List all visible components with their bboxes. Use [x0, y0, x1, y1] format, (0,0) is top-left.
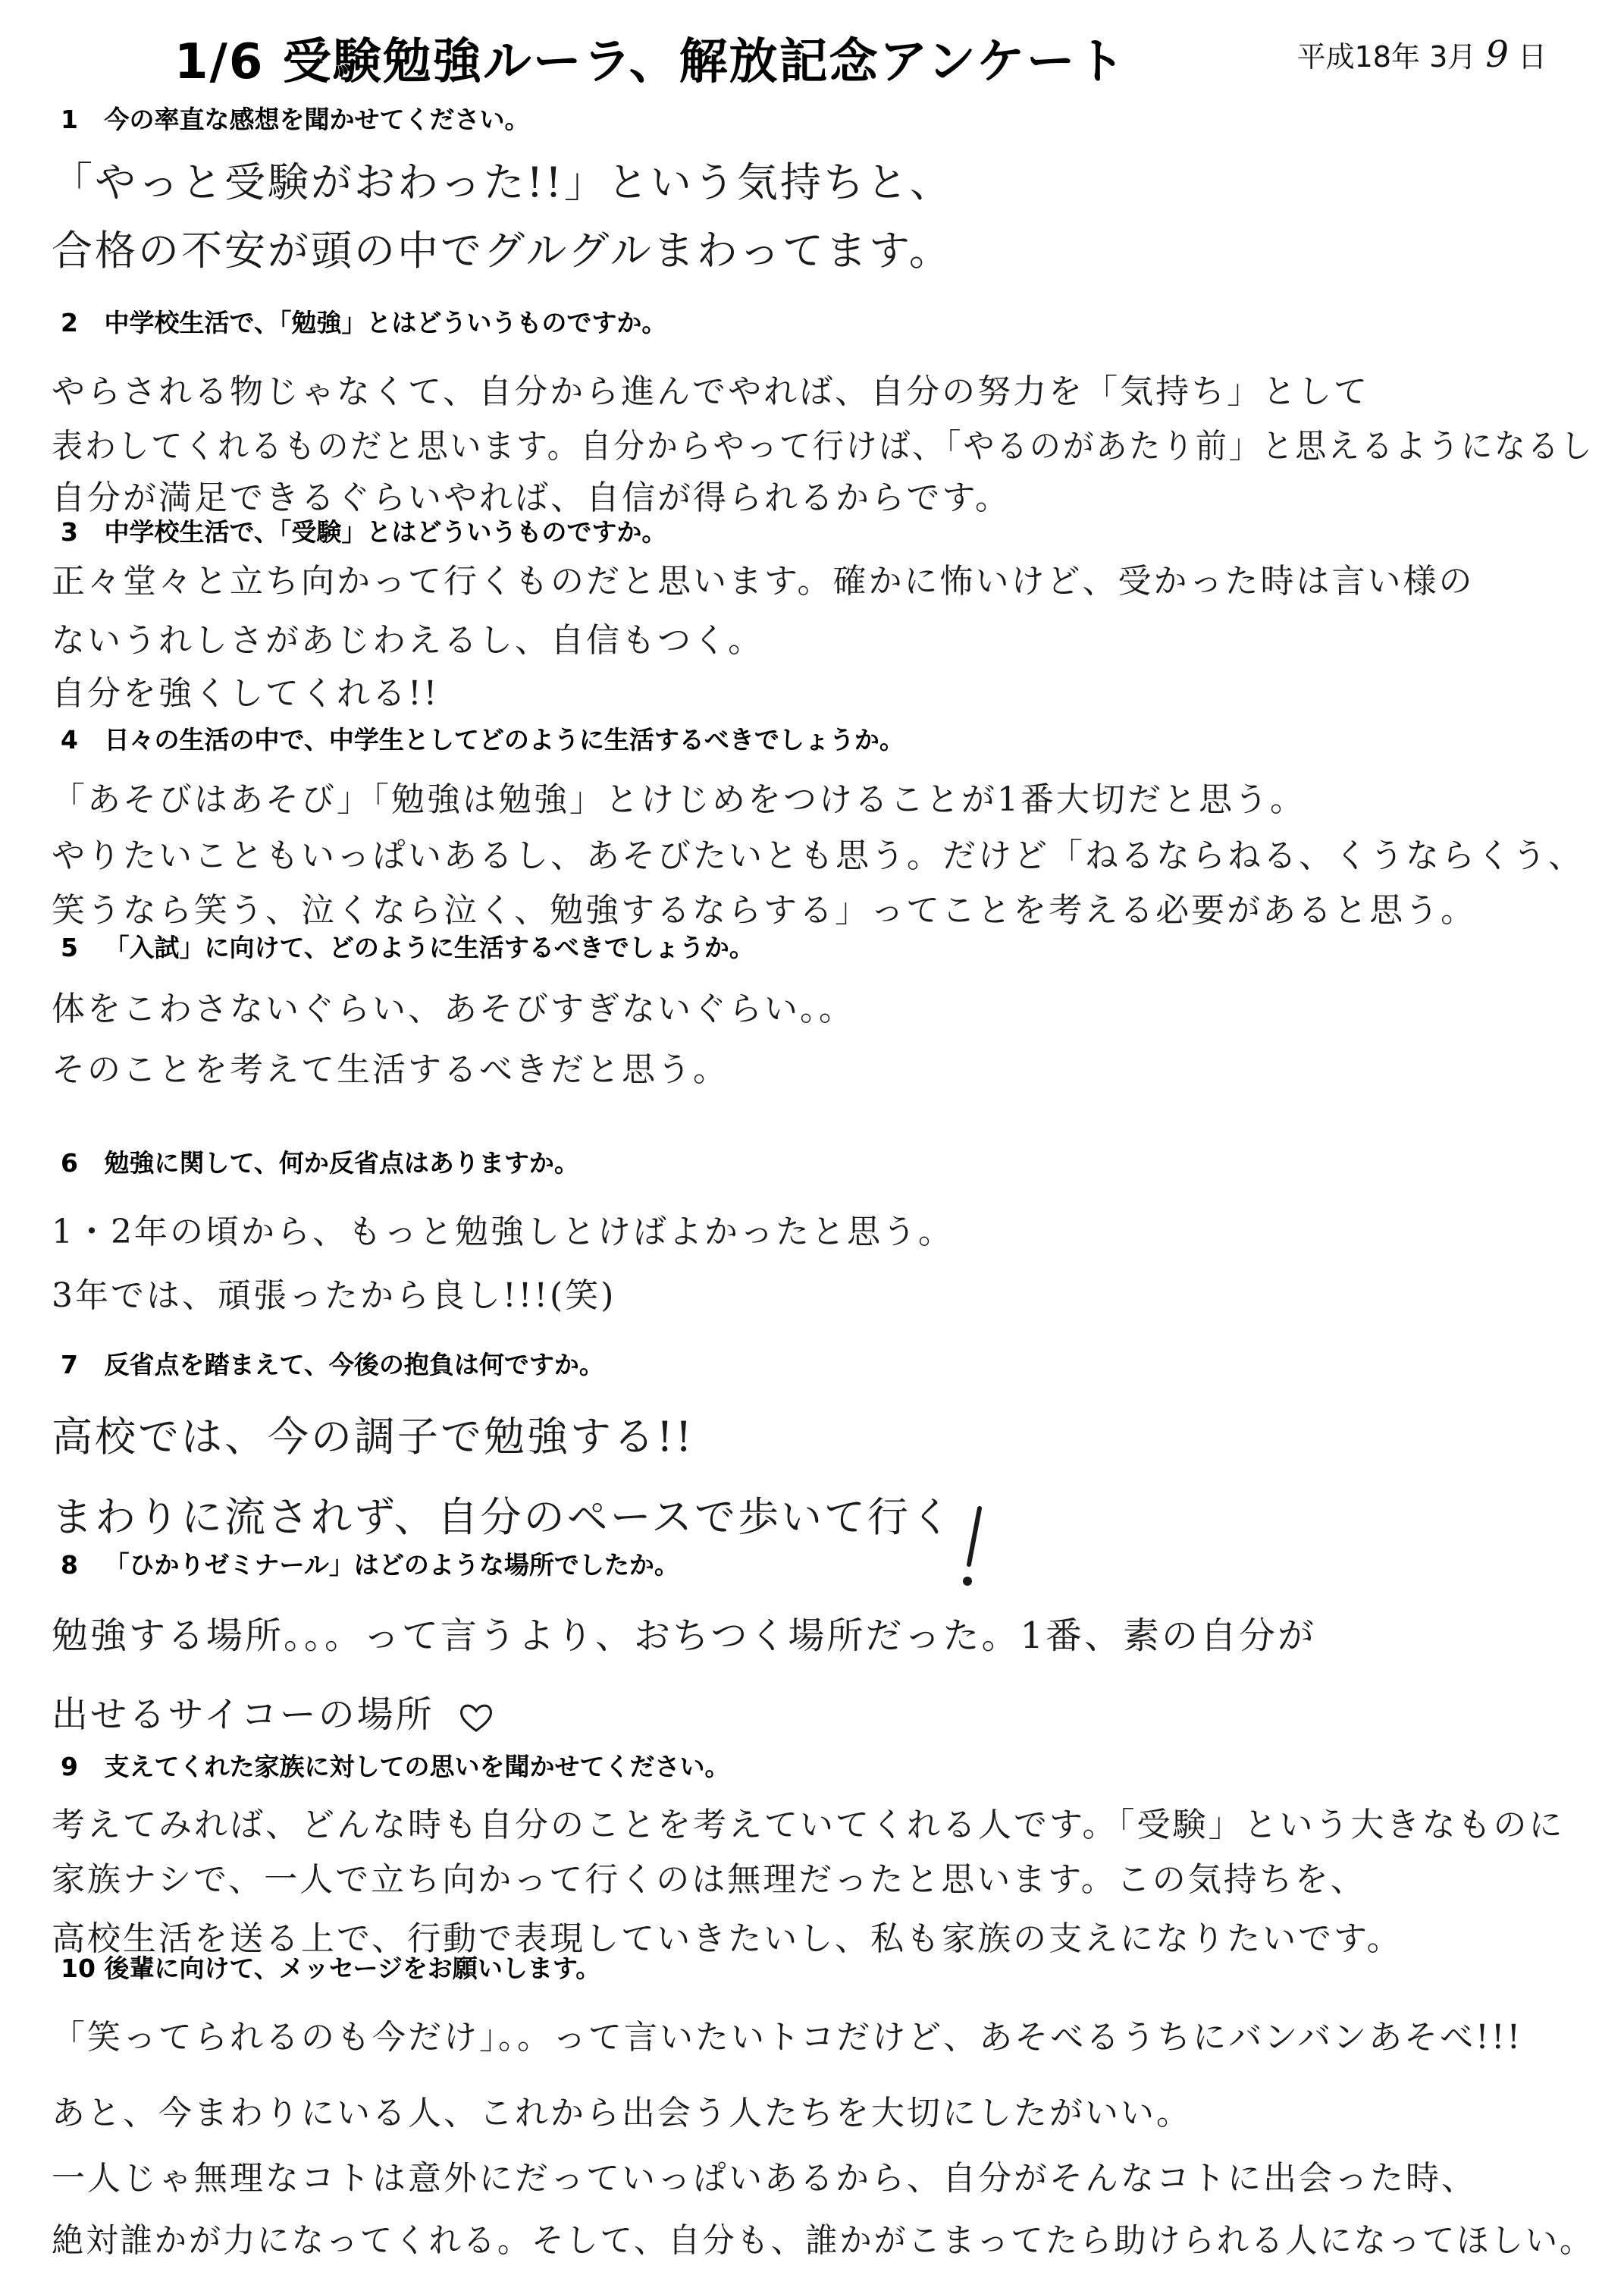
question-text: 支えてくれた家族に対しての思いを聞かせてください。 [104, 1752, 730, 1781]
date-month: 3月 [1429, 40, 1477, 74]
answer-5-line-2: そのことを考えて生活するべきだと思う。 [52, 1050, 729, 1089]
answer-9-line-2: 家族ナシで、一人で立ち向かって行くのは無理だったと思います。この気持ちを、 [52, 1860, 1366, 1899]
question-text: 反省点を踏まえて、今後の抱負は何ですか。 [104, 1350, 604, 1379]
answer-1-line-2: 合格の不安が頭の中でグルグルまわってます。 [52, 227, 952, 275]
answer-4-line-1: 「あそびはあそび」「勉強は勉強」とけじめをつけることが1番大切だと思う。 [52, 780, 1306, 819]
date-day-unit: 日 [1517, 40, 1547, 74]
question-10 [61, 1949, 600, 1985]
answer-3-line-1: 正々堂々と立ち向かって行くものだと思います。確かに怖いけど、受かった時は言い様の [52, 562, 1475, 601]
question-number: 1 [61, 105, 78, 134]
header [61, 23, 1562, 91]
answer-10-line-1: 「笑ってられるのも今だけ」。。って言いたいトコだけど、あそべるうちにバンバンあそべ!!! [52, 2018, 1523, 2057]
answer-7-line-1: 高校では、今の調子で勉強する!! [52, 1413, 694, 1461]
answer-10-line-2: あと、今まわりにいる人、これから出会う人たちを大切にしたがいい。 [52, 2094, 1192, 2132]
exclamation-mark-icon [961, 1505, 992, 1589]
answer-10-line-4: 絶対誰かが力になってくれる。そして、自分も、誰かがこまってたら助けられる人になってほしい。 [52, 2221, 1594, 2260]
answer-2-line-3: 自分が満足できるぐらいやれば、自信が得られるからです。 [52, 479, 1011, 517]
answer-4-line-2: やりたいこともいっぱいあるし、あそびたいとも思う。だけど「ねるならねる、くうならくう、 [52, 836, 1584, 875]
question-text: 中学校生活で、「受験」とはどういうものですか。 [104, 517, 667, 547]
date-era: 平成18年 [1296, 40, 1420, 74]
question-number: 8 [61, 1550, 78, 1580]
answer-5-line-1: 体をこわさないぐらい、あそびすぎないぐらい。。 [52, 990, 854, 1028]
question-number: 2 [61, 308, 78, 337]
answer-9-line-3: 高校生活を送る上で、行動で表現していきたいし、私も家族の支えになりたいです。 [52, 1919, 1403, 1958]
question-3 [61, 513, 666, 548]
answer-10-line-3: 一人じゃ無理なコトは意外にだっていっぱいあるから、自分がそんなコトに出会った時、 [52, 2159, 1477, 2198]
question-number: 7 [61, 1350, 78, 1379]
question-8 [61, 1546, 679, 1581]
question-number: 3 [61, 517, 78, 547]
question-number: 4 [61, 725, 78, 755]
question-number: 10 [61, 1954, 96, 1983]
answer-3-line-3: 自分を強くしてくれる!! [52, 674, 440, 713]
question-7 [61, 1345, 604, 1381]
question-text: 勉強に関して、何か反省点はありますか。 [104, 1148, 579, 1178]
answer-7-line-2: まわりに流されず、自分のペースで歩いて行く [52, 1493, 954, 1541]
answer-1-line-1: 「やっと受験がおわった!!」という気持ちと、 [52, 158, 953, 206]
answer-2-line-2: 表わしてくれるものだと思います。自分からやって行けば、「やるのがあたり前」と思えるようになるし [52, 427, 1594, 466]
answer-6-line-1: 1・2年の頃から、もっと勉強しとけばよかったと思う。 [52, 1213, 954, 1251]
answer-8-line-2-text: 出せるサイコーの場所 [52, 1693, 434, 1736]
answer-8-line-1: 勉強する場所。。。って言うより、おちつく場所だった。1番、素の自分が [52, 1615, 1317, 1657]
answer-3-line-2: ないうれしさがあじわえるし、自信もつく。 [52, 621, 764, 660]
question-9 [61, 1747, 730, 1783]
answer-9-line-1: 考えてみれば、どんな時も自分のことを考えていてくれる人です。「受験」という大きなものに [52, 1806, 1565, 1844]
question-text: 中学校生活で、「勉強」とはどういうものですか。 [104, 308, 667, 337]
question-4 [61, 720, 904, 756]
question-text: 日々の生活の中で、中学生としてどのように生活するべきでしょうか。 [104, 725, 904, 755]
question-number: 6 [61, 1148, 78, 1178]
question-text: 後輩に向けて、メッセージをお願いします。 [104, 1954, 601, 1983]
question-1 [61, 100, 530, 136]
question-number: 5 [61, 933, 78, 962]
date [1297, 33, 1547, 76]
title-text: 1/6 受験勉強ルーラ、解放記念アンケート [174, 34, 1127, 90]
answer-2-line-1: やらされる物じゃなくて、自分から進んでやれば、自分の努力を「気持ち」として [52, 372, 1370, 411]
heart-icon [459, 1702, 494, 1734]
answer-6-line-2: 3年では、頑張ったから良し!!!(笑) [52, 1276, 616, 1315]
answer-8-line-2 [52, 1685, 494, 1737]
question-text: 今の率直な感想を聞かせてください。 [104, 105, 530, 134]
question-5 [61, 928, 754, 964]
question-text: 「ひかりゼミナール」はどのような場所でしたか。 [104, 1550, 679, 1580]
question-number: 9 [61, 1752, 78, 1781]
answer-4-line-3: 笑うなら笑う、泣くなら泣く、勉強するならする」ってことを考える必要があると思う。 [52, 891, 1477, 930]
question-text: 「入試」に向けて、どのように生活するべきでしょうか。 [104, 933, 754, 962]
question-2 [61, 303, 666, 339]
date-day: 9 [1485, 33, 1509, 76]
question-6 [61, 1144, 579, 1179]
